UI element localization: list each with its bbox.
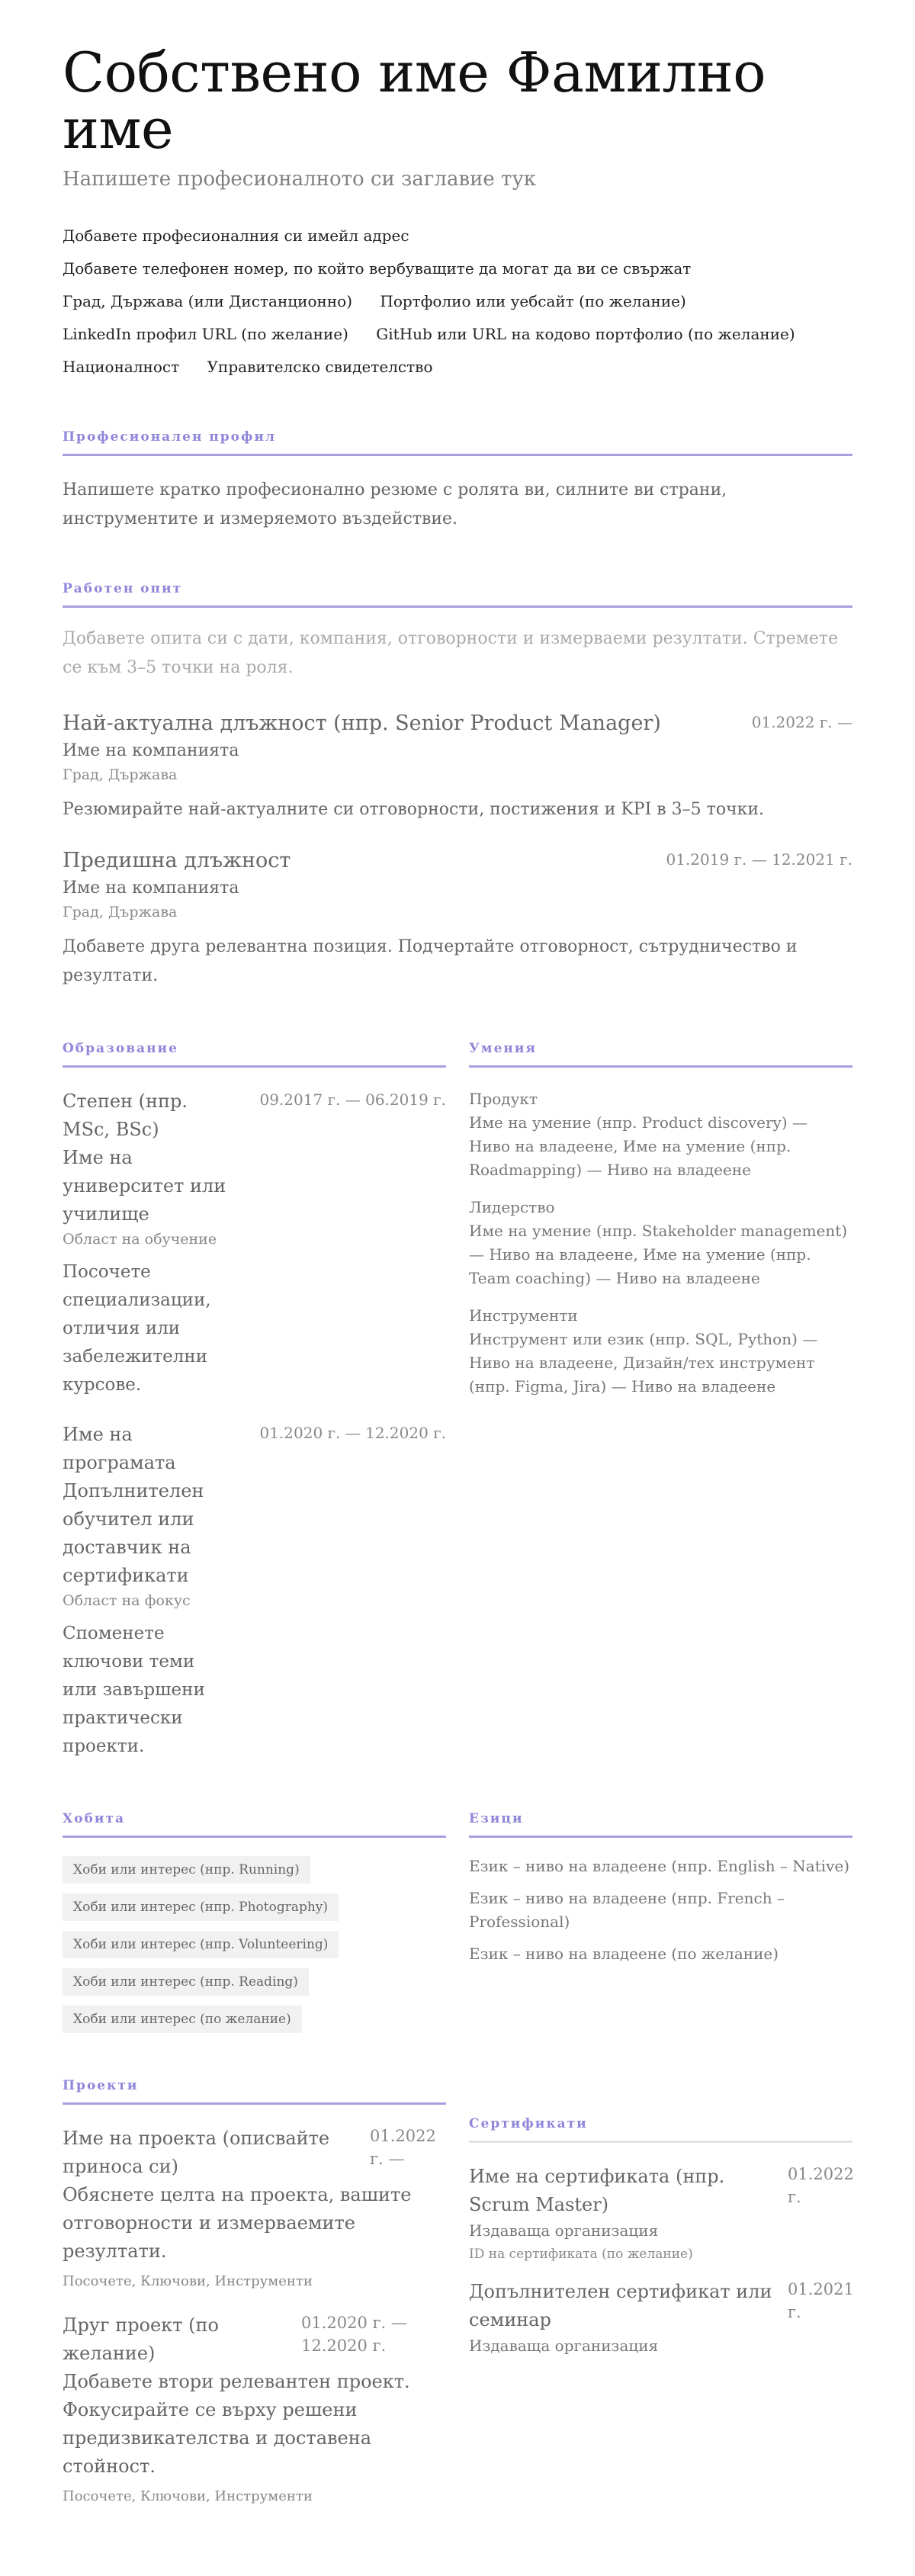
education-field: Област на обучение bbox=[63, 1231, 217, 1248]
skill-group bbox=[469, 1196, 852, 1290]
job-date: 01.2022 г. — bbox=[751, 713, 852, 731]
project-title: Име на проекта (описвайте приноса си) bbox=[63, 2128, 330, 2177]
hobby-chip: Хоби или интерес (нпр. Running) bbox=[63, 1856, 310, 1884]
education-entry bbox=[63, 1421, 446, 1761]
language-item: Език – ниво на владеене (нпр. English – Native) bbox=[469, 1857, 850, 1875]
profile-summary: Напишете кратко професионално резюме с ролята ви, силните ви страни, инструментите и измеряемото въздействие. bbox=[63, 480, 727, 528]
contact-line-location bbox=[63, 285, 852, 318]
project-tags: Посочете, Ключови, Инструменти bbox=[63, 2273, 313, 2289]
projects-certifications-row bbox=[63, 2078, 852, 2508]
contact-line-links bbox=[63, 318, 852, 351]
phone-placeholder: Добавете телефонен номер, по който вербуващите да могат да ви се свържат bbox=[63, 259, 692, 278]
driving-license-placeholder: Управителско свидетелство bbox=[207, 358, 433, 376]
job-title: Най-актуална длъжност (нпр. Senior Product Manager) bbox=[63, 711, 661, 735]
email-placeholder: Добавете професионалния си имейл адрес bbox=[63, 226, 409, 245]
section-title-languages: Езици bbox=[469, 1811, 852, 1838]
language-list bbox=[469, 1855, 852, 1966]
skill-items: Име на умение (нпр. Product discovery) — Ниво на владеене, Име на умение (нпр. Roadmapping) — Ниво на владеене bbox=[469, 1113, 807, 1179]
project-title: Друг проект (по желание) bbox=[63, 2314, 219, 2364]
languages-section bbox=[469, 1811, 852, 2043]
contact-line-extra bbox=[63, 351, 852, 384]
project-description: Обяснете целта на проекта, вашите отговорности и измерваемите резултати. bbox=[63, 2184, 412, 2262]
project-entry bbox=[63, 2125, 446, 2293]
project-date: 01.2020 г. — 12.2020 г. bbox=[301, 2314, 407, 2355]
education-skills-row bbox=[63, 1041, 852, 1761]
hobby-list bbox=[63, 1856, 446, 2043]
contact-line-phone bbox=[63, 252, 852, 285]
skills-section bbox=[469, 1041, 852, 1761]
projects-section bbox=[63, 2078, 446, 2508]
section-title-skills: Умения bbox=[469, 1041, 852, 1068]
section-title-hobbies: Хобита bbox=[63, 1811, 446, 1838]
certification-date: 01.2021 г. bbox=[788, 2280, 854, 2321]
certification-entry bbox=[469, 2278, 852, 2358]
resume-header bbox=[63, 40, 852, 384]
job-location: Град, Държава bbox=[63, 766, 178, 783]
job-company: Име на компанията bbox=[63, 878, 239, 898]
education-date: 09.2017 г. — 06.2019 г. bbox=[259, 1090, 446, 1109]
language-item: Език – ниво на владеене (нпр. French – Professional) bbox=[469, 1889, 785, 1931]
job-company: Име на компанията bbox=[63, 741, 239, 760]
certification-id: ID на сертификата (по желание) bbox=[469, 2247, 693, 2262]
nationality-placeholder: Националност bbox=[63, 358, 180, 376]
hobby-chip: Хоби или интерес (по желание) bbox=[63, 2006, 302, 2033]
skill-items: Име на умение (нпр. Stakeholder management) — Ниво на владеене, Име на умение (нпр. Team coaching) — Ниво на владеене bbox=[469, 1222, 848, 1287]
certification-title: Допълнителен сертификат или семинар bbox=[469, 2281, 772, 2330]
education-school: Допълнителен обучител или доставчик на сертификати bbox=[63, 1480, 204, 1586]
certification-organization: Издаваща организация bbox=[469, 2221, 659, 2240]
certifications-section bbox=[469, 2078, 852, 2508]
hobby-chip: Хоби или интерес (нпр. Photography) bbox=[63, 1893, 339, 1921]
skill-group bbox=[469, 1087, 852, 1182]
professional-headline: Напишете професионалното си заглавие тук bbox=[63, 168, 536, 191]
certification-title: Име на сертификата (нпр. Scrum Master) bbox=[469, 2166, 725, 2215]
section-title-education: Образование bbox=[63, 1041, 446, 1068]
job-title: Предишна длъжност bbox=[63, 849, 291, 872]
certification-entry bbox=[469, 2163, 852, 2266]
project-entry bbox=[63, 2311, 446, 2508]
skill-category: Инструменти bbox=[469, 1306, 578, 1325]
certification-organization: Издаваща организация bbox=[469, 2337, 659, 2355]
hobbies-section bbox=[63, 1811, 446, 2043]
profile-section bbox=[63, 429, 852, 534]
certification-date: 01.2022 г. bbox=[788, 2165, 854, 2206]
hobby-chip: Хоби или интерес (нпр. Volunteering) bbox=[63, 1931, 339, 1958]
education-degree: Степен (нпр. MSc, BSc) bbox=[63, 1090, 188, 1140]
education-description: Посочете специализации, отличия или забележителни курсове. bbox=[63, 1262, 211, 1395]
job-description: Резюмирайте най-актуалните си отговорности, постижения и KPI в 3–5 точки. bbox=[63, 800, 765, 819]
skill-group bbox=[469, 1304, 852, 1399]
skill-category: Продукт bbox=[469, 1090, 538, 1108]
hobby-chip: Хоби или интерес (нпр. Reading) bbox=[63, 1968, 309, 1996]
job-location: Град, Държава bbox=[63, 904, 178, 920]
section-title-experience: Работен опит bbox=[63, 581, 852, 608]
section-title-profile: Професионален профил bbox=[63, 429, 852, 456]
skill-category: Лидерство bbox=[469, 1198, 555, 1216]
education-field: Област на фокус bbox=[63, 1592, 191, 1609]
skill-items: Инструмент или език (нпр. SQL, Python) — Ниво на владеене, Дизайн/тех инструмент (нпр. Figma, Jira) — Ниво на владеене bbox=[469, 1330, 818, 1396]
job-description: Добавете друга релевантна позиция. Подчертайте отговорност, сътрудничество и резултати. bbox=[63, 937, 798, 985]
github-placeholder: GitHub или URL на кодово портфолио (по желание) bbox=[376, 325, 795, 343]
full-name: Собствено име Фамилно име bbox=[63, 40, 766, 161]
contact-line-email bbox=[63, 220, 852, 252]
job-date: 01.2019 г. — 12.2021 г. bbox=[666, 850, 852, 869]
linkedin-placeholder: LinkedIn профил URL (по желание) bbox=[63, 325, 348, 343]
project-tags: Посочете, Ключови, Инструменти bbox=[63, 2488, 313, 2504]
education-description: Споменете ключови теми или завършени практически проекти. bbox=[63, 1624, 205, 1756]
education-section bbox=[63, 1041, 446, 1761]
education-degree: Име на програмата bbox=[63, 1424, 176, 1473]
education-entry bbox=[63, 1087, 446, 1399]
contact-info bbox=[63, 220, 852, 384]
education-school: Име на университет или училище bbox=[63, 1147, 226, 1225]
experience-section bbox=[63, 581, 852, 991]
hobbies-languages-row bbox=[63, 1811, 852, 2043]
location-placeholder: Град, Държава (или Дистанционно) bbox=[63, 292, 353, 310]
section-title-projects: Проекти bbox=[63, 2078, 446, 2105]
education-date: 01.2020 г. — 12.2020 г. bbox=[259, 1424, 446, 1442]
portfolio-placeholder: Портфолио или уебсайт (по желание) bbox=[380, 292, 686, 310]
project-description: Добавете втори релевантен проект. Фокусирайте се върху решени предизвикателства и доставена стойност. bbox=[63, 2371, 410, 2477]
experience-intro: Добавете опита си с дати, компания, отговорности и измерваеми резултати. Стремете се към 3–5 точки на роля. bbox=[63, 629, 839, 677]
section-title-certifications: Сертификати bbox=[469, 2116, 852, 2143]
language-item: Език – ниво на владеене (по желание) bbox=[469, 1945, 779, 1963]
job-entry bbox=[63, 847, 852, 991]
project-date: 01.2022 г. — bbox=[370, 2127, 436, 2168]
job-entry bbox=[63, 710, 852, 824]
